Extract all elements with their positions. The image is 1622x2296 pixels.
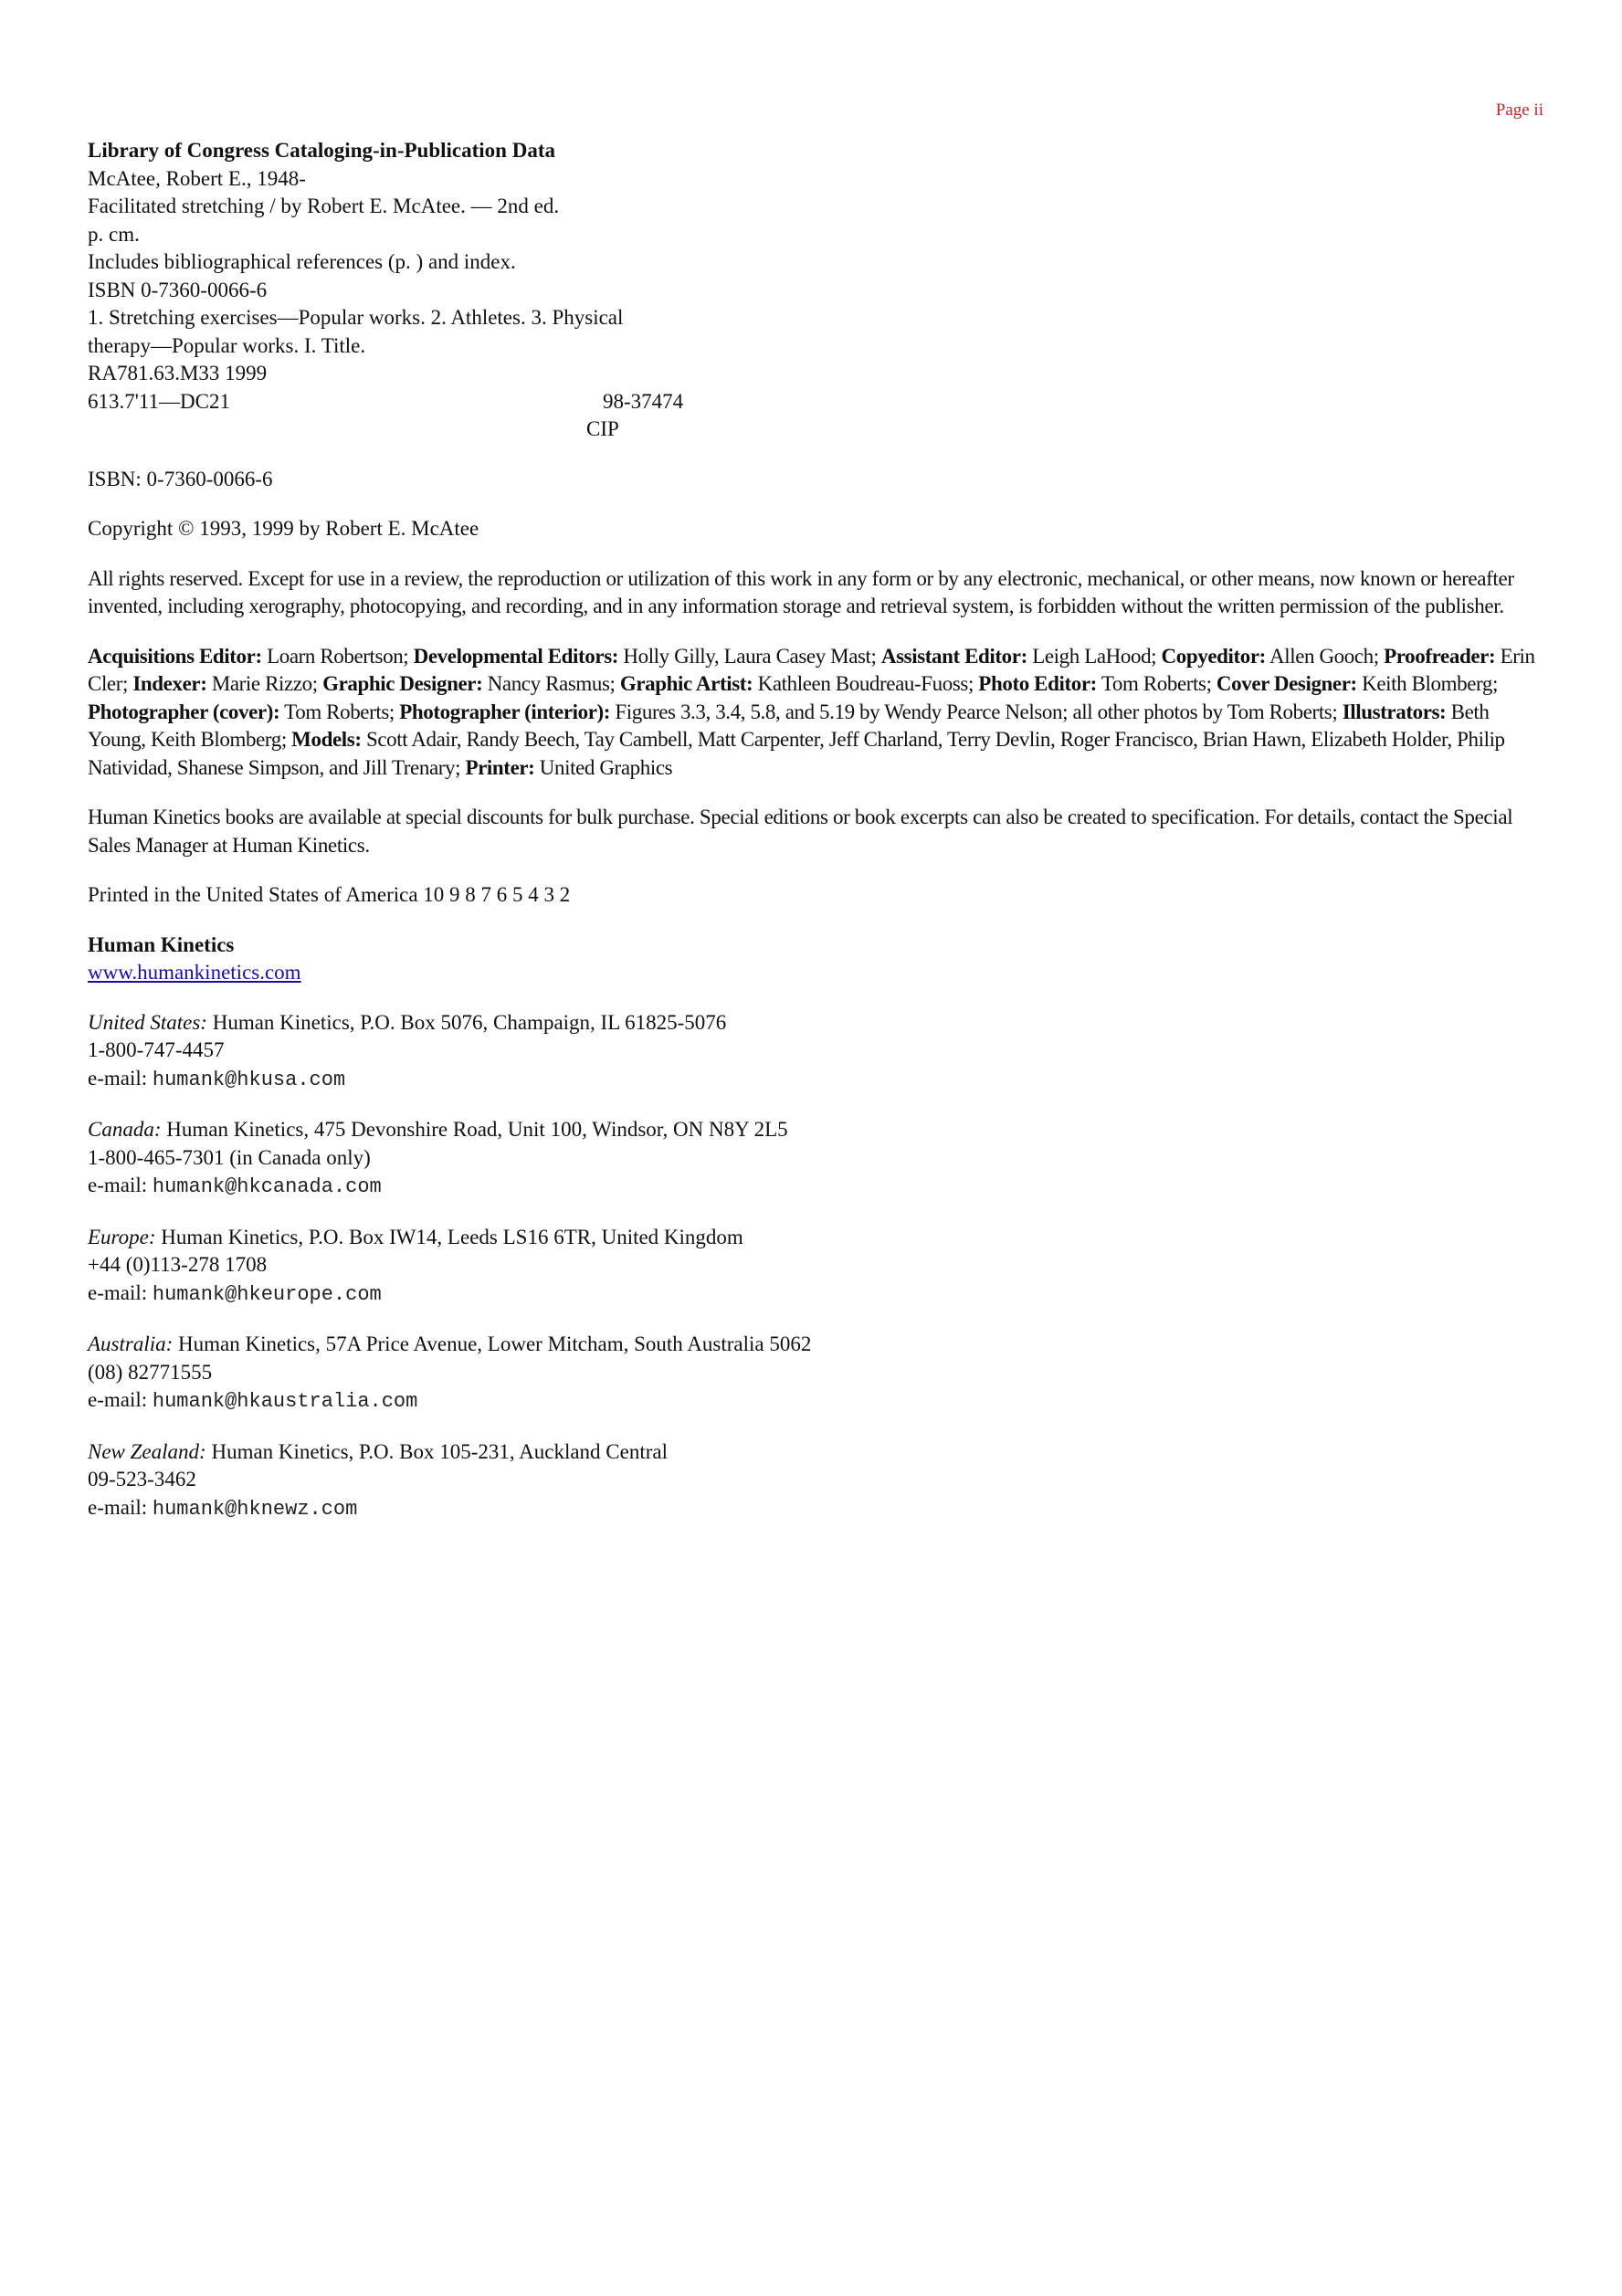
credit-name: United Graphics [534, 755, 673, 779]
cip-label: CIP [586, 417, 619, 440]
cip-class-number: 613.7'11—DC21 [88, 389, 230, 413]
credit-name: Leigh LaHood; [1027, 644, 1162, 668]
credit-name: Scott Adair, Randy Beech, Tay Cambell, Matt Carpenter, Jeff Charland, Terry Devlin, Roger Francisco, Brian Hawn, Elizabeth Holder, Philip Natividad, Shanese Simpson, and Jill Trenary; [88, 728, 1505, 779]
office-phone: 1-800-465-7301 (in Canada only) [88, 1145, 371, 1169]
credit-name: Marie Rizzo; [206, 672, 323, 695]
publisher-name: Human Kinetics [88, 932, 235, 956]
cip-line: therapy—Popular works. I. Title. [88, 333, 366, 357]
email-label: e-mail: [88, 1066, 153, 1090]
page-number: Page ii [1495, 100, 1543, 120]
special-sales-paragraph: Human Kinetics books are available at special discounts for bulk purchase. Special editions or book excerpts can also be created to specification. For details, contact the Special Sales Manager at Human Kinetics. [88, 806, 1513, 857]
office-region: New Zealand: [88, 1439, 206, 1463]
credit-name: Tom Roberts; [279, 700, 400, 723]
office-email: humank@hkeurope.com [152, 1282, 382, 1306]
email-label: e-mail: [88, 1174, 153, 1196]
cip-line: McAtee, Robert E., 1948- [88, 166, 306, 190]
office-phone: 09-523-3462 [88, 1468, 196, 1490]
credit-role: Illustrators: [1342, 700, 1447, 723]
office-address: Human Kinetics, 57A Price Avenue, Lower Mitcham, South Australia 5062 [173, 1332, 812, 1355]
credit-role: Graphic Artist: [619, 672, 753, 695]
office-australia [88, 1331, 1549, 1417]
office-phone: (08) 82771555 [88, 1360, 213, 1384]
office-email: humank@hknewz.com [152, 1497, 358, 1521]
credit-name: Nancy Rasmus; [482, 672, 620, 695]
credit-name: Erin Cler; [88, 644, 1535, 695]
office-address: Human Kinetics, P.O. Box 5076, Champaign, IL 61825-5076 [206, 1010, 727, 1034]
cip-line: p. cm. [88, 222, 140, 246]
credit-role: Photo Editor: [978, 672, 1097, 695]
credit-role: Printer: [465, 755, 535, 779]
credit-role: Indexer: [132, 672, 207, 695]
office-us [88, 1009, 1549, 1095]
office-phone: 1-800-747-4457 [88, 1038, 225, 1061]
publisher-block [88, 932, 1549, 987]
credit-name: Allen Gooch; [1265, 644, 1385, 668]
cip-line: Facilitated stretching / by Robert E. McAtee. — 2nd ed. [88, 195, 560, 217]
rights-paragraph: All rights reserved. Except for use in a review, the reproduction or utilization of this work in any form or by any electronic, mechanical, or other means, now known or hereafter invented, including xerography, photocopying, and recording, and in any information storage and retrieval system, is forbidden without the written permission of the publisher. [88, 566, 1514, 617]
office-europe [88, 1224, 1549, 1310]
credit-role: Graphic Designer: [322, 672, 483, 695]
office-email: humank@hkaustralia.com [152, 1390, 418, 1413]
office-address: Human Kinetics, P.O. Box IW14, Leeds LS16 6TR, United Kingdom [155, 1225, 743, 1248]
credit-name: Loarn Robertson; [261, 644, 414, 668]
office-region: Europe: [88, 1225, 156, 1248]
credit-role: Developmental Editors: [413, 644, 619, 668]
credit-role: Photographer (cover): [88, 700, 280, 723]
cip-heading: Library of Congress Cataloging-in-Publication Data [88, 139, 555, 162]
isbn-line: ISBN: 0-7360-0066-6 [88, 467, 273, 490]
cip-lccn: 98-37474 [603, 389, 684, 413]
credit-role: Cover Designer: [1216, 672, 1357, 695]
credit-role: Assistant Editor: [880, 644, 1027, 668]
office-region: United States: [88, 1010, 207, 1034]
office-new-zealand [88, 1438, 1549, 1524]
office-phone: +44 (0)113-278 1708 [88, 1253, 268, 1276]
credit-role: Photographer (interior): [399, 700, 611, 723]
copyright-page [88, 137, 1549, 1545]
credit-name: Holly Gilly, Laura Casey Mast; [618, 644, 881, 668]
credit-role: Proofreader: [1384, 644, 1496, 668]
office-canada [88, 1116, 1549, 1202]
cip-block [88, 137, 1549, 444]
email-label: e-mail: [88, 1280, 153, 1304]
cip-class-row [88, 388, 1549, 416]
cip-line: 1. Stretching exercises—Popular works. 2. Athletes. 3. Physical [88, 306, 624, 329]
publisher-website-link[interactable]: www.humankinetics.com [88, 961, 301, 984]
office-region: Canada: [88, 1118, 162, 1141]
credit-name: Beth Young, Keith Blomberg; [88, 700, 1490, 751]
credit-name: Kathleen Boudreau-Fuoss; [753, 672, 979, 695]
email-label: e-mail: [88, 1388, 153, 1411]
cip-line: ISBN 0-7360-0066-6 [88, 278, 268, 301]
office-address: Human Kinetics, 475 Devonshire Road, Unit 100, Windsor, ON N8Y 2L5 [161, 1118, 788, 1141]
office-email: humank@hkcanada.com [152, 1175, 382, 1198]
cip-label-row [88, 416, 1549, 444]
office-address: Human Kinetics, P.O. Box 105-231, Auckland Central [205, 1439, 669, 1463]
credit-role: Acquisitions Editor: [88, 644, 262, 668]
copyright-line: Copyright © 1993, 1999 by Robert E. McAtee [88, 517, 479, 540]
cip-line: RA781.63.M33 1999 [88, 362, 268, 384]
office-region: Australia: [88, 1332, 174, 1355]
cip-line: Includes bibliographical references (p. ) and index. [88, 250, 516, 273]
credit-role: Models: [291, 728, 362, 751]
credit-role: Copyeditor: [1161, 644, 1266, 668]
credit-name: Tom Roberts; [1096, 672, 1216, 695]
email-label: e-mail: [88, 1495, 153, 1519]
office-email: humank@hkusa.com [152, 1068, 346, 1091]
printed-line: Printed in the United States of America 10 9 8 7 6 5 4 3 2 [88, 883, 571, 906]
credit-name: Keith Blomberg; [1356, 672, 1498, 695]
credit-name: Figures 3.3, 3.4, 5.8, and 5.19 by Wendy Pearce Nelson; all other photos by Tom Roberts; [610, 700, 1343, 723]
credits-paragraph [88, 643, 1549, 783]
